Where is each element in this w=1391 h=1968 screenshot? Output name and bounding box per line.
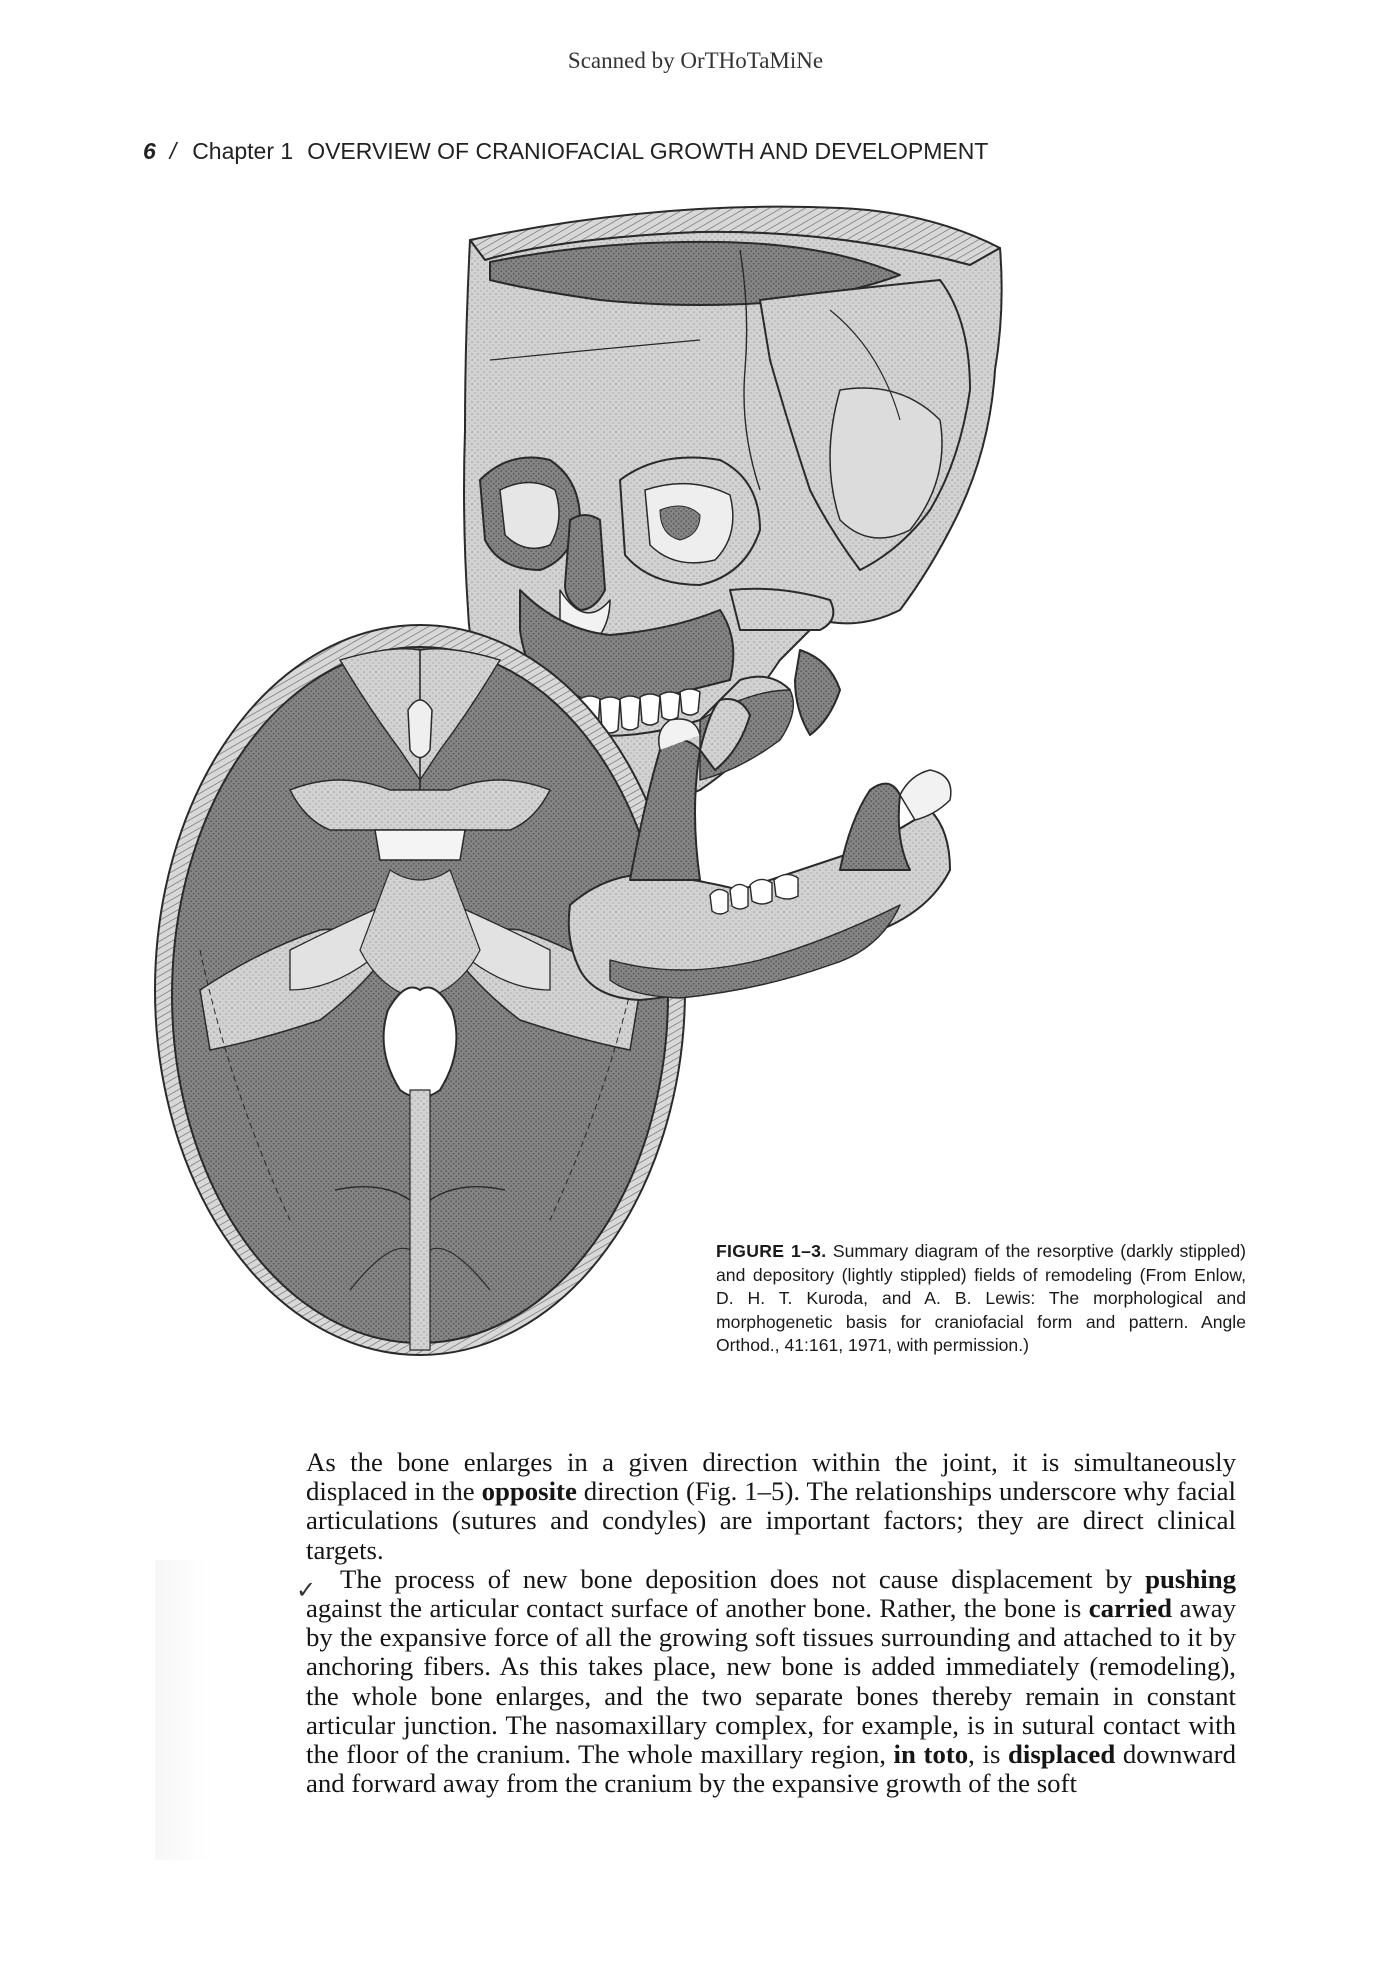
p2-text-g: , is — [968, 1739, 1009, 1770]
figure-caption-text: Summary diagram of the resorptive (darkly stippled) and depository (lightly stippled) fields of remodeling (From Enlow, D. H. T. Kuroda, and A. B. Lewis: The morphological and morphogenetic basis for craniofacial form and pattern. Angle Orthod., 41:161, 1971, with permission.) — [716, 1241, 1246, 1355]
scan-shadow — [155, 1560, 215, 1860]
figure-label: FIGURE 1–3. — [716, 1241, 827, 1261]
running-head — [143, 138, 988, 165]
handwritten-check-mark: ✓ — [296, 1576, 317, 1604]
body-text — [306, 1448, 1236, 1798]
paragraph-1 — [306, 1448, 1236, 1565]
paragraph-2 — [306, 1565, 1236, 1799]
p1-text-a: As the bone enlarges in a given direction within the joint, it is simultaneously displaced in the — [306, 1447, 1236, 1507]
page-number: 6 — [143, 138, 156, 164]
figure-caption — [716, 1240, 1246, 1358]
p2-bold-displaced: displaced — [1008, 1739, 1116, 1770]
p2-bold-pushing: pushing — [1145, 1563, 1236, 1594]
p2-text-c: against the articular contact surface of another bone. Rather, the bone is — [306, 1593, 1089, 1624]
p1-bold-opposite: opposite — [481, 1476, 577, 1507]
p2-text-a: The process of new bone deposition does not cause displacement by — [340, 1563, 1146, 1594]
chapter-label: Chapter 1 — [192, 138, 294, 164]
running-head-separator: / — [169, 138, 177, 164]
p2-text-i: downward and forward away from the cranium by the expansive growth of the soft — [306, 1739, 1236, 1799]
scan-credit: Scanned by OrTHoTaMiNe — [567, 48, 824, 73]
p2-bold-in-toto: in toto — [893, 1739, 969, 1770]
p2-text-e: away by the expansive force of all the growing soft tissues surrounding and attached to it by anchoring fibers. As this takes place, new bone is added immediately (remodeling), the whole bone enlarges, and the two separate bones thereby remain in constant articular junction. The nasomaxillary complex, for example, is in sutural contact with the floor of the cranium. The whole maxillary region, — [306, 1593, 1236, 1770]
p1-text-c: direction (Fig. 1–5). The relationships underscore why facial articulations (sutures and condyles) are important factors; they are direct clinical targets. — [306, 1476, 1237, 1565]
p2-bold-carried: carried — [1088, 1593, 1173, 1624]
chapter-title: OVERVIEW OF CRANIOFACIAL GROWTH AND DEVELOPMENT — [307, 138, 989, 164]
